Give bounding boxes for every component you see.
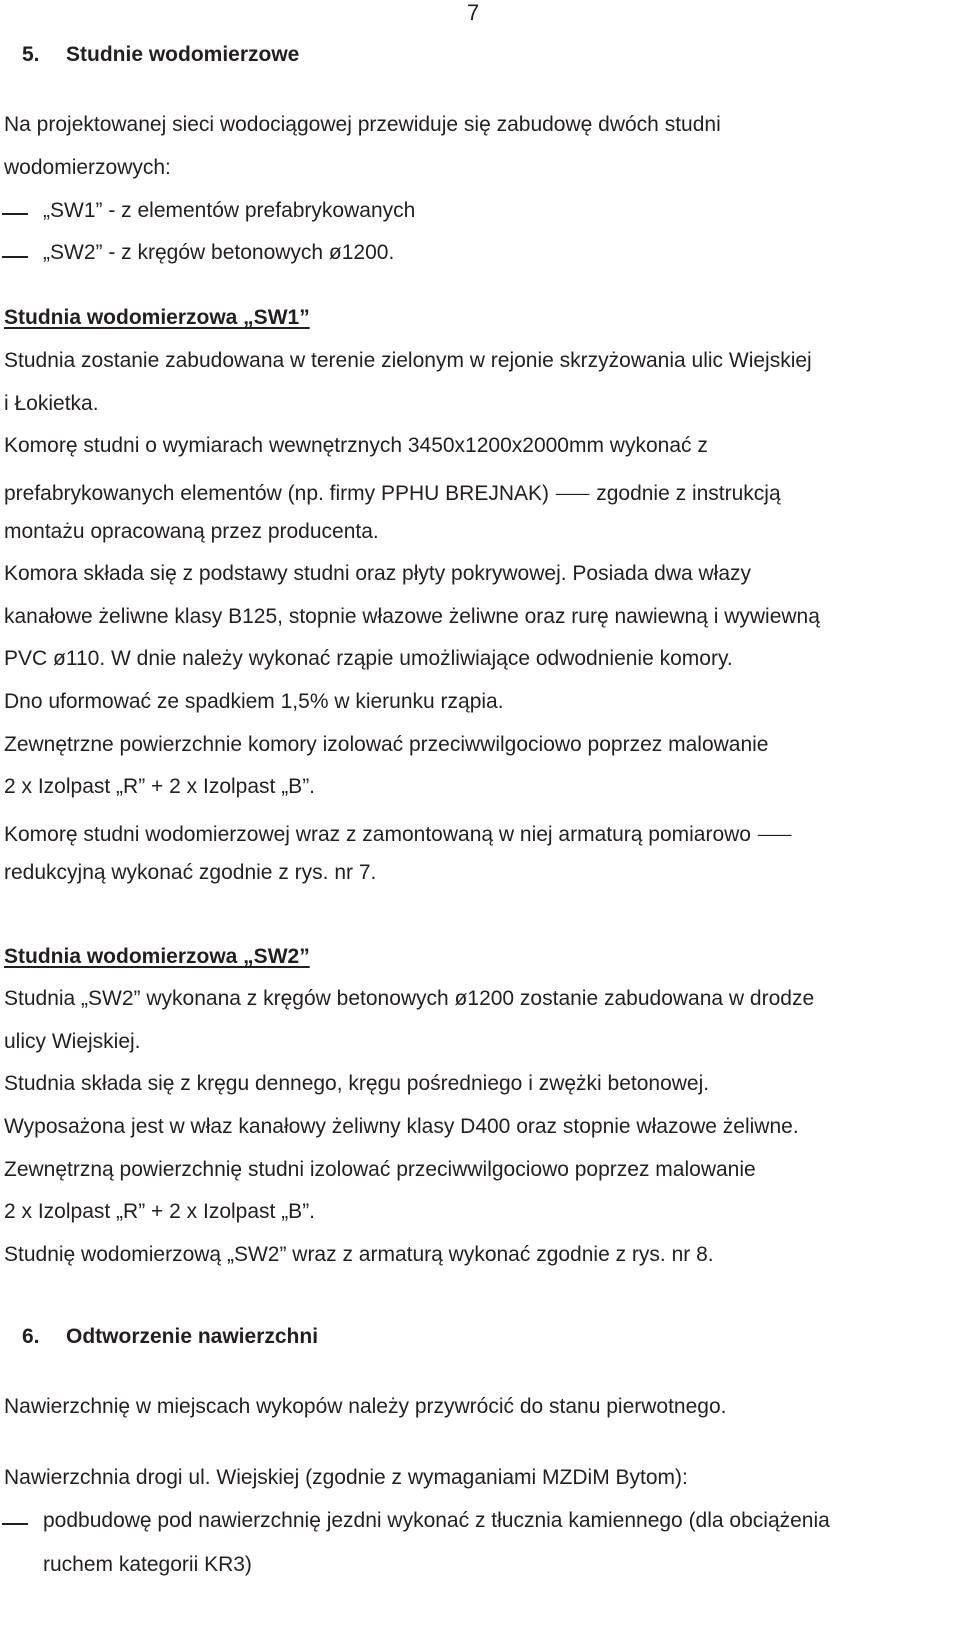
sw2-line: Studnia „SW2” wykonana z kręgów betonowych ø1200 zostanie zabudowana w drodze	[4, 987, 815, 1010]
section-6-paragraph-1: Nawierzchnię w miejscach wykopów należy przywrócić do stanu pierwotnego.	[4, 1395, 727, 1418]
sw1-line: Zewnętrzne powierzchnie komory izolować przeciwwilgociowo poprzez malowanie	[4, 733, 769, 756]
sw2-line: Zewnętrzną powierzchnię studni izolować przeciwwilgociowo poprzez malowanie	[4, 1158, 756, 1181]
sw2-line: 2 x Izolpast „R” + 2 x Izolpast „B”.	[4, 1200, 316, 1223]
sw1-line: montażu opracowaną przez producenta.	[4, 520, 379, 543]
sw1-line: Komorę studni wodomierzowej wraz z zamontowaną w niej armaturą pomiarowo ⸺	[4, 823, 793, 846]
bullet-dash	[2, 256, 28, 258]
sw2-heading: Studnia wodomierzowa „SW2”	[4, 945, 310, 968]
section-5-number: 5.	[22, 43, 40, 66]
section-6-bullet-line-1: podbudowę pod nawierzchnię jezdni wykonać z tłucznia kamiennego (dla obciążenia	[43, 1509, 830, 1532]
sw1-line: redukcyjną wykonać zgodnie z rys. nr 7.	[4, 861, 377, 884]
sw1-line: Komora składa się z podstawy studni oraz płyty pokrywowej. Posiada dwa włazy	[4, 562, 752, 585]
sw2-line: Studnia składa się z kręgu dennego, kręgu pośredniego i zwężki betonowej.	[4, 1072, 710, 1095]
section-5-intro-line-2: wodomierzowych:	[4, 156, 171, 179]
sw2-line: ulicy Wiejskiej.	[4, 1030, 141, 1053]
bullet-dash	[2, 1523, 28, 1525]
sw2-line: Wyposażona jest w właz kanałowy żeliwny klasy D400 oraz stopnie włazowe żeliwne.	[4, 1115, 799, 1138]
sw2-line: Studnię wodomierzową „SW2” wraz z armaturą wykonać zgodnie z rys. nr 8.	[4, 1243, 714, 1266]
sw1-line: prefabrykowanych elementów (np. firmy PPHU BREJNAK) ⸺ zgodnie z instrukcją	[4, 482, 781, 505]
sw1-line: Komorę studni o wymiarach wewnętrznych 3450x1200x2000mm wykonać z	[4, 434, 708, 457]
sw1-heading: Studnia wodomierzowa „SW1”	[4, 306, 310, 329]
section-5-title: Studnie wodomierzowe	[66, 43, 300, 66]
sw1-line: PVC ø110. W dnie należy wykonać rząpie umożliwiające odwodnienie komory.	[4, 647, 733, 670]
sw1-line: 2 x Izolpast „R” + 2 x Izolpast „B”.	[4, 775, 316, 798]
page-number: 7	[467, 0, 480, 25]
sw1-line: kanałowe żeliwne klasy B125, stopnie włazowe żeliwne oraz rurę nawiewną i wywiewną	[4, 605, 820, 628]
section-6-number: 6.	[22, 1325, 40, 1348]
section-6-title: Odtworzenie nawierzchni	[66, 1325, 319, 1348]
sw1-line: Studnia zostanie zabudowana w terenie zielonym w rejonie skrzyżowania ulic Wiejskiej	[4, 349, 812, 372]
bullet-dash	[2, 213, 28, 215]
bullet-item-sw1: „SW1” - z elementów prefabrykowanych	[43, 199, 416, 222]
sw1-line: i Łokietka.	[4, 392, 99, 415]
bullet-item-sw2: „SW2” - z kręgów betonowych ø1200.	[43, 241, 395, 264]
section-6-bullet-line-2: ruchem kategorii KR3)	[43, 1553, 252, 1576]
section-5-intro-line-1: Na projektowanej sieci wodociągowej przewiduje się zabudowę dwóch studni	[4, 113, 721, 136]
sw1-line: Dno uformować ze spadkiem 1,5% w kierunku rząpia.	[4, 690, 504, 713]
section-6-paragraph-2: Nawierzchnia drogi ul. Wiejskiej (zgodnie z wymaganiami MZDiM Bytom):	[4, 1466, 688, 1489]
